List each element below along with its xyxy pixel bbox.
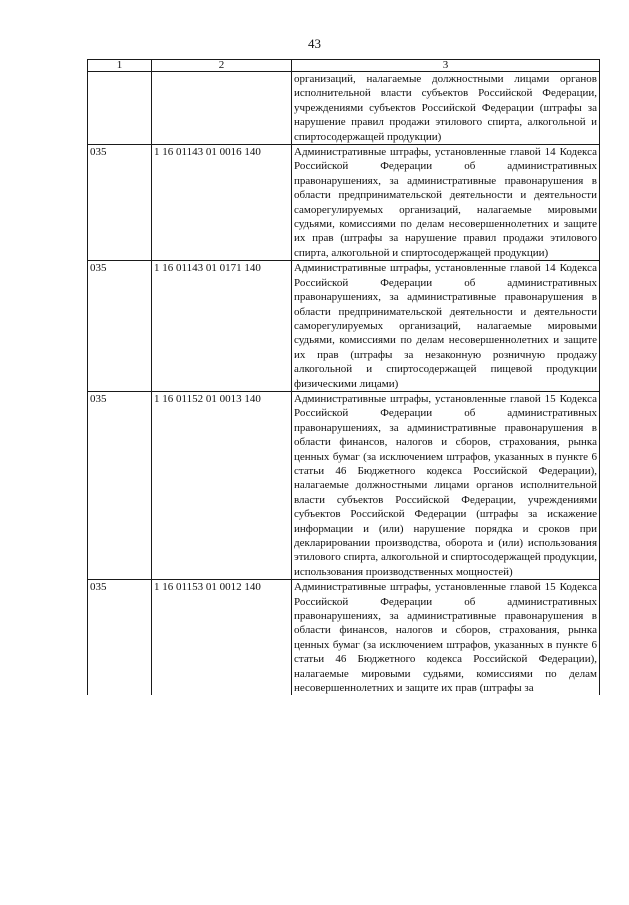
table-row <box>88 72 600 145</box>
admin-code-cell: 035 <box>88 145 152 261</box>
revenue-code-cell <box>152 72 292 145</box>
admin-code-cell: 035 <box>88 391 152 579</box>
revenue-code-cell: 1 16 01153 01 0012 140 <box>152 580 292 696</box>
description-cell: организаций, налагаемые должностными лицами органов исполнительной власти субъектов Российской Федерации, учреждениями субъектов Российской Федерации (штрафы за нарушение правил продажи этилового спирта, алкогольной и спиртосодержащей продукции) <box>292 72 600 145</box>
page-number: 43 <box>308 36 321 51</box>
admin-code-cell: 035 <box>88 261 152 392</box>
revenue-code-cell: 1 16 01143 01 0171 140 <box>152 261 292 392</box>
table-row <box>88 391 600 579</box>
revenue-code-cell: 1 16 01152 01 0013 140 <box>152 391 292 579</box>
table-row <box>88 145 600 261</box>
description-cell: Административные штрафы, установленные главой 14 Кодекса Российской Федерации об административных правонарушениях, за административные правонарушения в области предпринимательской деятельности и деятельности саморегулируемых организаций, налагаемые мировыми судьями, комиссиями по делам несовершеннолетних и защите их прав (штрафы за незаконную розничную продажу алкогольной и спиртосодержащей пищевой продукции физическими лицами) <box>292 261 600 392</box>
description-cell: Административные штрафы, установленные главой 15 Кодекса Российской Федерации об административных правонарушениях, за административные правонарушения в области финансов, налогов и сборов, страхования, рынка ценных бумаг (за исключением штрафов, указанных в пункте 6 статьи 46 Бюджетного кодекса Российской Федерации), налагаемые мировыми судьями, комиссиями по делам несовершеннолетних и защите их прав (штрафы за <box>292 580 600 696</box>
admin-code-cell <box>88 72 152 145</box>
description-cell: Административные штрафы, установленные главой 15 Кодекса Российской Федерации об административных правонарушениях, за административные правонарушения в области финансов, налогов и сборов, страхования, рынка ценных бумаг (за исключением штрафов, указанных в пункте 6 статьи 46 Бюджетного кодекса Российской Федерации), налагаемые должностными лицами органов исполнительной власти субъектов Российской Федерации, учреждениями субъектов Российской Федерации (штрафы за искажение информации и (или) нарушение порядка и сроков при декларировании производства, оборота и (или) использования этилового спирта, алкогольной и спиртосодержащей продукции, использования производственных мощностей) <box>292 391 600 579</box>
table-row <box>88 580 600 696</box>
header-col-1: 1 <box>88 60 152 72</box>
header-row <box>88 60 600 72</box>
revenue-code-cell: 1 16 01143 01 0016 140 <box>152 145 292 261</box>
header-col-2: 2 <box>152 60 292 72</box>
budget-codes-table <box>87 59 600 695</box>
header-col-3: 3 <box>292 60 600 72</box>
admin-code-cell: 035 <box>88 580 152 696</box>
table-row <box>88 261 600 392</box>
description-cell: Административные штрафы, установленные главой 14 Кодекса Российской Федерации об административных правонарушениях, за административные правонарушения в области предпринимательской деятельности и деятельности саморегулируемых организаций, налагаемые мировыми судьями, комиссиями по делам несовершеннолетних и защите их прав (штрафы за нарушение правил продажи этилового спирта, алкогольной и спиртосодержащей продукции) <box>292 145 600 261</box>
